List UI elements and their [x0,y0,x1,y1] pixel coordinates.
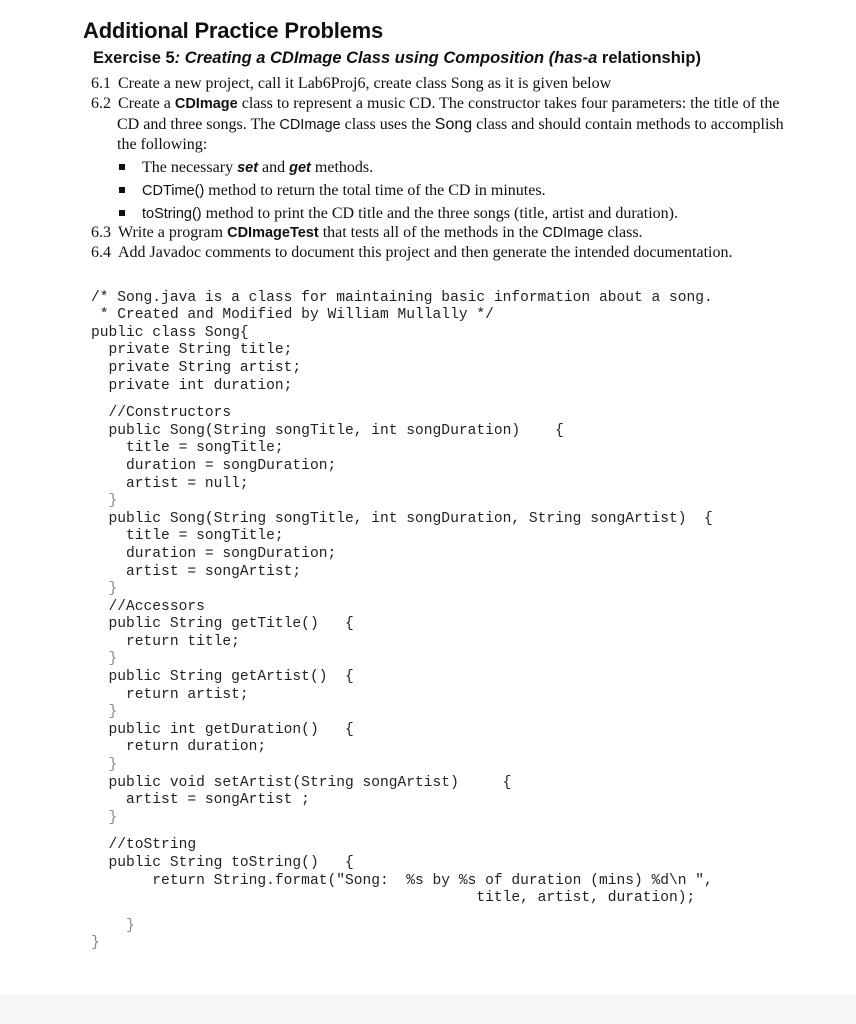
code-line: * Created and Modified by William Mullally */ [91,307,494,324]
bullet-icon [119,164,125,170]
item-text: and [258,159,290,176]
code-line: //Accessors [91,598,205,615]
code-line: } [91,493,118,510]
code-line: } [91,757,118,774]
item-6-2-line-3: the following: [117,136,208,153]
code-line: duration = songDuration; [91,457,337,474]
keyword: get [289,160,311,176]
item-text: class. [603,224,643,241]
exercise-title [93,49,701,68]
item-text: Create a [118,95,175,112]
item-text: methods. [310,159,374,176]
code-line: public String toString() { [91,855,354,871]
item-text: class to represent a music CD. The constructor takes four parameters: the title of the [237,95,780,112]
item-number: 6.4 [91,244,111,261]
code-line: public Song(String songTitle, int songDuration) { [91,422,564,439]
code-line: } [91,935,100,952]
code-line: return title; [91,633,240,650]
item-text: The necessary [142,159,238,176]
exercise-title-em: has-a [554,49,598,67]
class-name: CDImageTest [227,225,319,241]
item-6-4 [91,242,821,263]
code-line: public String getArtist() { [91,669,354,686]
bullet-icon [119,210,125,216]
item-text: CD and three songs. The [117,116,280,133]
item-number: 6.2 [91,95,111,112]
song-java-code [91,272,713,971]
item-text: class and should contain methods to accomplish [472,116,784,133]
code-line: duration = songDuration; [91,545,337,562]
code-line: //Constructors [91,405,232,422]
code-line: artist = songArtist; [91,563,302,580]
exercise-prefix: Exercise 5 [93,49,175,67]
exercise-title-b: relationship) [597,49,701,67]
code-line: return String.format("Song: %s by %s of duration (mins) %d\n ", [91,872,713,889]
class-name: CDImage [174,96,238,112]
item-text: method to print the CD title and the three songs (title, artist and duration). [201,205,678,222]
item-text: that tests all of the methods in the [318,224,543,241]
item-text: method to return the total time of the CD in minutes. [204,182,546,199]
code-line: title, artist, duration); [91,890,696,907]
item-text: Add Javadoc comments to document this project and then generate the intended documentation. [118,244,733,261]
code-line: } [91,651,118,668]
item-text: Create a new project, call it Lab6Proj6, create class Song as it is given below [118,75,612,92]
code-line: artist = songArtist ; [91,792,310,809]
code-line: artist = null; [91,475,249,492]
exercise-title-a: Creating a CDImage Class using Composition ( [184,49,555,67]
code-line: /* Song.java is a class for maintaining basic information about a song. [91,289,713,306]
code-line: } [91,581,118,598]
code-line: } [91,704,118,721]
item-6-1 [91,73,821,94]
code-line: private String artist; [91,359,302,376]
code-line: title = songTitle; [91,440,284,457]
code-blank [91,908,713,918]
class-name: Song [434,116,473,133]
class-name: CDImage [542,225,604,241]
exercise-sep: : [174,49,185,67]
item-text: class uses the [340,116,435,133]
code-blank [91,827,713,837]
item-text: Write a program [118,224,228,241]
method-name: toString() [142,206,202,222]
code-line: return duration; [91,739,267,756]
code-line: private int duration; [91,377,293,394]
item-6-2 [91,93,821,115]
keyword: set [237,160,259,176]
code-line: public class Song{ [91,324,249,341]
bullet-cdtime [119,180,546,202]
class-name: CDImage [279,117,341,133]
item-6-2-line-2 [117,114,821,136]
item-number: 6.3 [91,224,111,241]
method-name: CDTime() [142,183,205,199]
code-line: //toString [91,837,197,854]
code-line: } [91,917,135,934]
item-6-3 [91,222,821,244]
item-number: 6.1 [91,75,111,92]
code-line: return artist; [91,686,249,703]
code-line: public int getDuration() { [91,721,354,738]
code-line: } [91,809,118,826]
bullet-set-get [119,157,373,179]
code-line: public void setArtist(String songArtist) { [91,774,512,791]
bottom-band [0,995,856,1024]
code-line: title = songTitle; [91,528,284,545]
bullet-icon [119,187,125,193]
code-line: public Song(String songTitle, int songDuration, String songArtist) { [91,510,713,527]
code-line: private String title; [91,342,293,359]
code-line: public String getTitle() { [91,616,354,633]
page-heading: Additional Practice Problems [83,18,384,43]
code-blank [91,395,713,405]
